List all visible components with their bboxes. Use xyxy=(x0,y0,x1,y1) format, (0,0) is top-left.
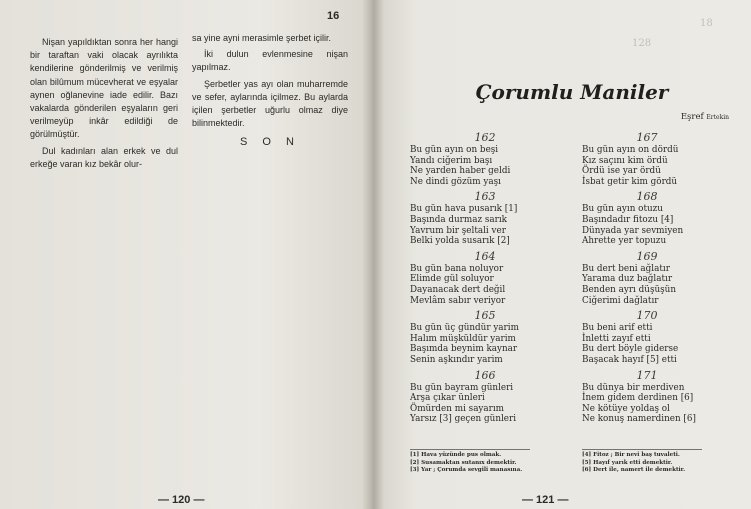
verse-line: Belki yolda susarık [2] xyxy=(410,236,510,247)
verse-line: Elimde gül soluyor xyxy=(410,274,494,285)
verse-line: Kız saçını kim ördü xyxy=(582,155,668,166)
paragraph: Nişan yapıldıktan sonra her hangi bir taraftan vaki olacak ayrılıkta kendilerine gönderilmiş ve verilmiş olan bilûmum mücevherat ve eşyalar aynen oğlanevine iade edilir. Bazı vakalarda gönderilen eşyaların geri verilmeyüp inkâr edildiği de görülmüştür. xyxy=(30,37,178,140)
stanza-number: 170 xyxy=(636,309,658,323)
verse-line: Bu dert beni ağlatır xyxy=(582,263,670,274)
stanza xyxy=(410,308,560,365)
left-text-column xyxy=(30,36,178,171)
book-gutter xyxy=(362,0,384,509)
verse-line: Arşa çıkar ünleri xyxy=(410,393,485,404)
stanza xyxy=(410,249,560,306)
verse-line: Ördü ise yar ördü xyxy=(582,166,661,177)
mani-column-right xyxy=(582,130,712,427)
verse-line: Bu beni arif etti xyxy=(582,323,653,334)
verse-line: Başacak hayıf [5] etti xyxy=(582,354,677,365)
verse-line: Ömürden mi sayarım xyxy=(410,403,505,414)
stanza-number: 171 xyxy=(636,368,658,382)
verse-line: Ne kötüye yoldaş ol xyxy=(582,403,670,414)
author-name: Eşref xyxy=(680,112,704,122)
verse-line: Bu gün ayın on beşi xyxy=(410,145,499,155)
verse-line: Ciğerimi dağlatır xyxy=(582,295,659,306)
verse-line: Mevlâm sabır veriyor xyxy=(410,295,506,306)
stanza-number: 168 xyxy=(636,190,658,204)
paragraph: Dul kadınları alan erkek ve dul erkeğe varan kız bekâr olur- xyxy=(30,145,178,169)
stanza xyxy=(410,130,560,187)
footnote: [3] Yar ; Çorumda sevgili manasına. xyxy=(410,467,523,474)
verse-line: Bu dünya bir merdiven xyxy=(582,382,685,393)
verse-line: Ahrette yer topuzu xyxy=(582,236,667,247)
verse-line: Bu gün bayram günleri xyxy=(410,382,514,393)
verse-line: Başımda beynim kaynar xyxy=(410,344,518,355)
verse-line: İnem gidem derdinen [6] xyxy=(582,393,694,404)
right-page xyxy=(372,0,751,509)
paragraph: sa yine ayni merasimle şerbet içilir. xyxy=(192,33,332,43)
paragraph: İki dulun evlenmesine nişan yapılmaz. xyxy=(192,49,348,73)
verse-line: Dayanacak dert değil xyxy=(410,284,506,295)
right-text-column xyxy=(192,32,348,150)
footnotes-right xyxy=(582,452,685,475)
top-page-number: 16 xyxy=(327,10,340,22)
stanza-number: 166 xyxy=(474,368,496,382)
verse-line: Yandı ciğerim başı xyxy=(410,155,493,166)
bleed-through-number: 128 xyxy=(632,38,652,49)
stanza-number: 164 xyxy=(474,249,496,263)
left-page xyxy=(0,0,372,509)
verse-line: Bu dert böyle giderse xyxy=(582,344,679,355)
page-number: — 121 — xyxy=(522,494,569,506)
verse-line: Benden ayrı düşüşün xyxy=(582,284,676,295)
stanza-number: 162 xyxy=(474,131,496,144)
verse-line: Bu gün ayın on dördü xyxy=(582,145,679,155)
stanza xyxy=(582,368,712,425)
footnote: [5] Hayıf yarık etti demektir. xyxy=(582,459,673,466)
verse-line: Ne dindi gözüm yaşı xyxy=(410,176,501,187)
stanza-number: 163 xyxy=(474,190,496,204)
author-surname: Ertekin xyxy=(706,114,729,121)
page-number: — 120 — xyxy=(158,494,205,506)
end-word: S O N xyxy=(240,136,300,149)
verse-line: Yarsız [3] geçen günleri xyxy=(410,414,517,425)
footnotes-left xyxy=(410,452,522,475)
verse-line: Halım müşküldür yarim xyxy=(410,333,516,344)
author xyxy=(681,112,729,122)
stanza xyxy=(582,189,712,246)
verse-line: Başındadır fitozu [4] xyxy=(582,214,674,225)
footnote: [4] Fitoz ; Bir nevi baş tuvaleti. xyxy=(582,452,680,458)
stanza xyxy=(582,308,712,365)
stanza xyxy=(410,189,560,246)
footnote: [6] Dert ile, namert ile demektir. xyxy=(582,467,686,474)
verse-line: Bu gün üç gündür yarim xyxy=(410,323,519,334)
verse-line: İnletti zayıf etti xyxy=(582,333,651,344)
verse-line: İsbat getir kim gördü xyxy=(582,176,678,187)
mani-column-left xyxy=(410,130,560,427)
footnote: [2] Susamaktan sutanıx demektir. xyxy=(410,459,517,466)
stanza-number: 167 xyxy=(636,131,658,144)
footnote-divider xyxy=(582,449,702,450)
verse-line: Dünyada yar sevmiyen xyxy=(582,225,684,236)
verse-line: Bu gün hava pusarık [1] xyxy=(410,204,518,215)
page-title: Çorumlu Maniler xyxy=(475,80,669,104)
stanza xyxy=(582,130,712,187)
verse-line: Ne konuş namerdinen [6] xyxy=(582,414,696,425)
stanza xyxy=(582,249,712,306)
bleed-through-number: 18 xyxy=(700,18,713,29)
stanza-number: 169 xyxy=(636,249,658,263)
verse-line: Senin aşkındır yarim xyxy=(410,354,503,365)
verse-line: Ne yarden haber geldi xyxy=(410,166,511,177)
verse-line: Yarama duz bağlatır xyxy=(582,274,673,285)
verse-line: Bu gün ayın otuzu xyxy=(582,204,663,215)
paragraph: Şerbetler yas ayı olan muharremde ve sefer, aylarında içilmez. Bu aylarda içilen şerbetler uğurlu olmaz diye bilinmektedir. xyxy=(192,78,348,129)
stanza-number: 165 xyxy=(474,309,496,323)
footnote-divider xyxy=(410,449,530,450)
stanza xyxy=(410,368,560,425)
footnote: [1] Hava yüzünde pus olmak. xyxy=(410,452,502,458)
verse-line: Yavrum bir şeltali ver xyxy=(410,225,506,236)
verse-line: Başında durmaz sarık xyxy=(410,214,508,225)
verse-line: Bu gün bana noluyor xyxy=(410,263,504,274)
